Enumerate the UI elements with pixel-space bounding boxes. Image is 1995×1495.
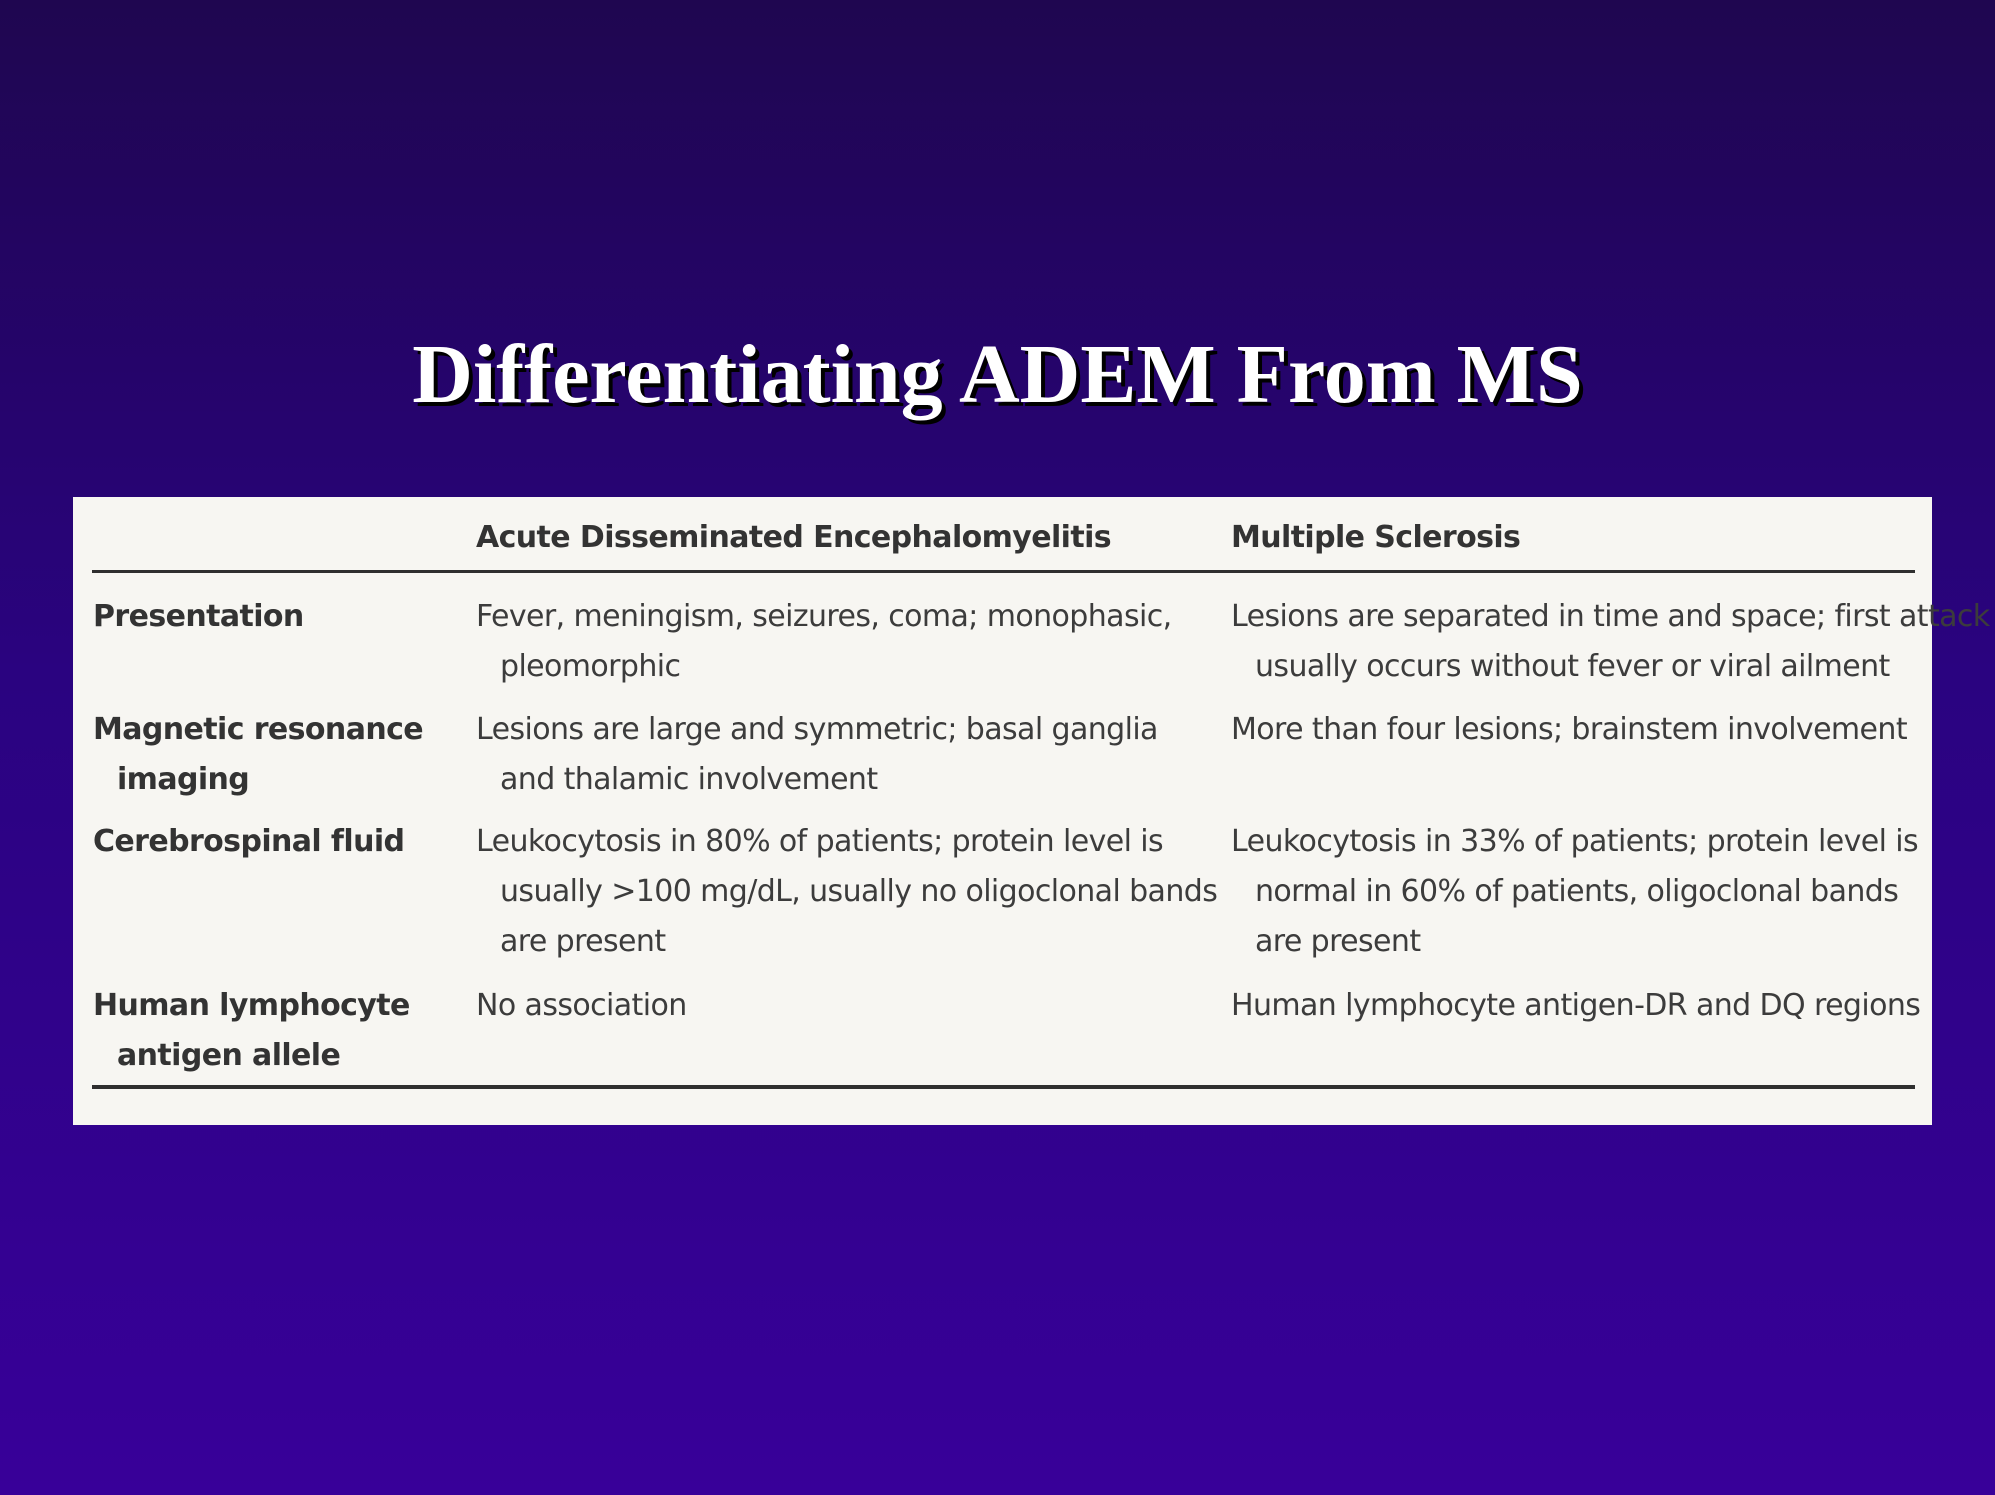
mri-ms-cell: More than four lesions; brainstem involvement bbox=[1231, 712, 1907, 747]
row-label-hla: Human lymphocyte antigen allele bbox=[93, 988, 410, 1073]
header-rule bbox=[92, 570, 1915, 573]
mri-adem-cell: Lesions are large and symmetric; basal ganglia and thalamic involvement bbox=[476, 712, 1158, 797]
hla-adem-cell: No association bbox=[476, 988, 687, 1023]
csf-ms-cell: Leukocytosis in 33% of patients; protein level is normal in 60% of patients, oligoclonal bands are present bbox=[1231, 824, 1919, 959]
row-label-mri: Magnetic resonance imaging bbox=[93, 712, 424, 797]
presentation-ms-cell: Lesions are separated in time and space; first attack usually occurs without fever or viral ailment bbox=[1231, 599, 1990, 684]
presentation-adem-cell: Fever, meningism, seizures, coma; monophasic, pleomorphic bbox=[476, 599, 1172, 684]
row-label-presentation: Presentation bbox=[93, 599, 304, 634]
row-label-csf: Cerebrospinal fluid bbox=[93, 824, 405, 859]
hla-ms-cell: Human lymphocyte antigen-DR and DQ regions bbox=[1231, 988, 1921, 1023]
slide-title: Differentiating ADEM From MS bbox=[412, 328, 1583, 421]
column-header-adem: Acute Disseminated Encephalomyelitis bbox=[476, 520, 1112, 555]
bottom-rule bbox=[92, 1085, 1915, 1089]
comparison-table bbox=[73, 497, 1990, 1125]
column-header-ms: Multiple Sclerosis bbox=[1231, 520, 1521, 555]
csf-adem-cell: Leukocytosis in 80% of patients; protein level is usually >100 mg/dL, usually no oligoclonal bands are present bbox=[476, 824, 1218, 959]
